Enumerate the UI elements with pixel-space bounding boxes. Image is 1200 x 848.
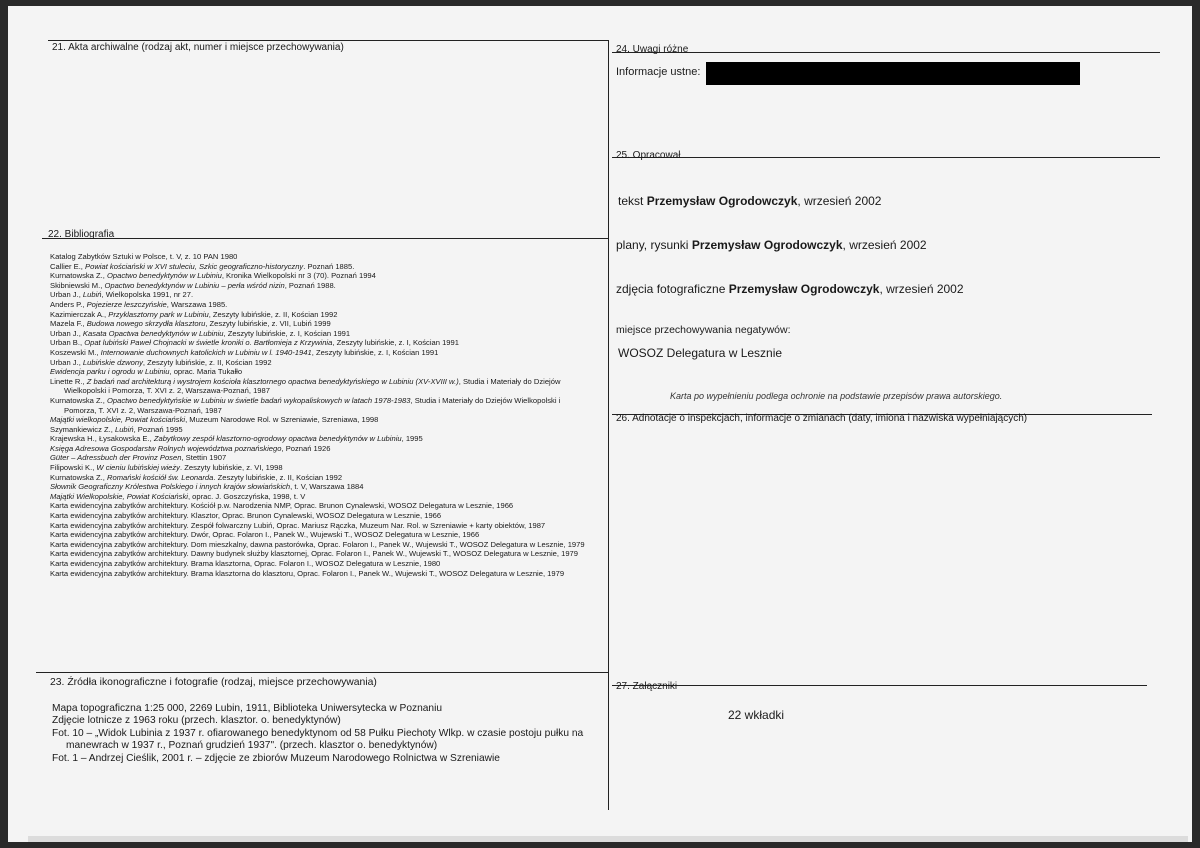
bibliography-list xyxy=(50,252,590,578)
copyright-note: Karta po wypełnieniu podlega ochronie na podstawie przepisów prawa autorskiego. xyxy=(670,391,1003,401)
section-25-header: 25. Opracował xyxy=(616,150,681,161)
bibliography-entry xyxy=(50,473,590,483)
bibliography-entry xyxy=(50,482,590,492)
bibliography-run: , t. V, Warszawa 1884 xyxy=(290,482,364,492)
bibliography-entry xyxy=(50,453,590,463)
bibliography-run: Karta ewidencyjna zabytków architektury. Brama klasztorna do klasztoru, Oprac. Folaron I., Panek W., Wujewski T., WOSOZ Delegatura w Lesznie, 1979 xyxy=(50,568,565,578)
bibliography-run: Z badań nad architekturą i wystrojem kościoła klasztornego opactwa benedyktyńskiego w Lubiniu (XV-XVIII w.) xyxy=(86,376,459,386)
bibliography-run: Linette R., xyxy=(50,376,87,386)
bibliography-run: Filipowski K., xyxy=(50,463,97,473)
bibliography-entry xyxy=(50,444,590,454)
bibliography-entry xyxy=(50,492,590,502)
bibliography-entry xyxy=(50,549,590,559)
bibliography-run: , Zeszyty lubińskie, z. II, Kościan 1992 xyxy=(208,309,338,319)
author-plans-line xyxy=(616,238,927,252)
bibliography-run: Kurnatowska Z., xyxy=(50,472,107,482)
source-entry: Fot. 1 – Andrzej Cieślik, 2001 r. – zdjęcie ze zbiorów Muzeum Narodowego Rolnictwa w Szreniawie xyxy=(52,752,500,764)
bibliography-run: , Studia i Materiały do Dziejów Wielkopolski i Pomorza, T. XVI z. 2, Warszawa-Poznań, 1987 xyxy=(64,395,561,415)
bibliography-entry xyxy=(50,415,590,425)
bibliography-run: Katalog Zabytków Sztuki w Polsce, t. V, z. 10 PAN 1980 xyxy=(50,252,238,261)
bibliography-run: . Poznań 1885. xyxy=(303,261,355,271)
bibliography-entry xyxy=(50,271,590,281)
author-photos-line xyxy=(616,282,964,296)
source-entry: Fot. 10 – „Widok Lubinia z 1937 r. ofiarowanego benedyktynom od 58 Pułku Piechoty Wlkp. w czasie postoju pułku na manewrach w 1937 r., Poznań grudzień 1937". (przech. klasztor o. benedyktynów) xyxy=(52,727,584,752)
bibliography-entry xyxy=(50,501,590,511)
bibliography-run: , Kronika Wielkopolski nr 3 (70). Poznań 1994 xyxy=(221,271,376,281)
bibliography-run: Ewidencja parku i ogrodu w Lubiniu xyxy=(50,367,170,377)
page-edge xyxy=(28,836,1188,842)
bibliography-entry xyxy=(50,521,590,531)
bibliography-run: Krajewska H., Łysakowska E., xyxy=(50,434,154,444)
section-21-header: 21. Akta archiwalne (rodzaj akt, numer i miejsce przechowywania) xyxy=(52,42,344,53)
sources-list xyxy=(52,703,597,765)
section-22-header: 22. Bibliografia xyxy=(48,229,115,240)
bibliography-run: Güter – Adressbuch der Provinz Posen xyxy=(50,453,182,463)
bibliography-run: , oprac. Maria Tukałło xyxy=(169,367,243,377)
author-text-line xyxy=(618,194,881,208)
bibliography-entry xyxy=(50,463,590,473)
bibliography-run: , Studia i Materiały do Dziejów Wielkopolski i Pomorza, T. XVI z. 2, Warszawa-Poznań, 1987 xyxy=(64,376,561,396)
bibliography-run: W cieniu lubińskiej wieży xyxy=(96,463,180,473)
author-plans-suffix: , wrzesień 2002 xyxy=(842,238,927,252)
bibliography-run: Urban J., xyxy=(50,290,83,300)
attachments-count: 22 wkładki xyxy=(728,708,785,722)
author-text-prefix: tekst xyxy=(618,194,647,208)
bibliography-run: , Zeszyty lubińskie, z. I, Kościan 1991 xyxy=(223,328,351,338)
bibliography-entry xyxy=(50,281,590,291)
bibliography-run: Urban B., xyxy=(50,338,85,348)
bibliography-run: Lubiń xyxy=(114,424,134,434)
bibliography-run: Kazimierczak A., xyxy=(50,309,109,319)
rule-27-top xyxy=(612,685,1147,686)
bibliography-run: , Stettin 1907 xyxy=(181,453,227,463)
rule-21-top xyxy=(48,40,608,41)
rule-25-top xyxy=(612,157,1160,158)
bibliography-run: Skibniewski M., xyxy=(50,280,105,290)
source-entry: Zdjęcie lotnicze z 1963 roku (przech. klasztor. o. benedyktynów) xyxy=(52,715,341,727)
author-plans-prefix: plany, rysunki xyxy=(616,238,692,252)
bibliography-entry xyxy=(50,338,590,348)
bibliography-run: Kurnatowska Z., xyxy=(50,271,107,281)
bibliography-run: Karta ewidencyjna zabytków architektury. Kościół p.w. Narodzenia NMP, Oprac. Brunon Cynalewski, WOSOZ Delegatura w Lesznie, 1966 xyxy=(50,501,514,511)
bibliography-run: Opat lubiński Paweł Chojnacki w świetle kroniki o. Bartłomieja z Krzywinia xyxy=(84,338,333,348)
bibliography-run: Karta ewidencyjna zabytków architektury. Dom mieszkalny, dawna pastorówka, Oprac. Folaron I., Panek W., Wujewski T., WOSOZ Delegatura w Lesznie, 1979 xyxy=(50,539,585,549)
bibliography-entry xyxy=(50,434,590,444)
bibliography-run: , Poznań 1995 xyxy=(133,424,183,434)
bibliography-run: Kurnatowska Z., xyxy=(50,395,107,405)
bibliography-entry xyxy=(50,367,590,377)
source-entry: Mapa topograficzna 1:25 000, 2269 Lubin, 1911, Biblioteka Uniwersytecka w Poznaniu xyxy=(52,703,443,714)
bibliography-run: Karta ewidencyjna zabytków architektury. Brama klasztorna, Oprac. Folaron I., WOSOZ Delegatura w Lesznie, 1980 xyxy=(50,559,441,568)
bibliography-entry xyxy=(50,252,590,262)
rule-23-top xyxy=(36,672,608,673)
redaction-bar xyxy=(706,62,1080,85)
center-divider xyxy=(608,40,609,810)
bibliography-run: , Muzeum Narodowe Rol. w Szreniawie, Szreniawa, 1998 xyxy=(185,415,379,425)
section-26-header: 26. Adnotacje o inspekcjach, informacje o zmianach (daty, imiona i nazwiska wypełniających) xyxy=(616,413,1028,424)
author-plans-name: Przemysław Ogrodowczyk xyxy=(691,238,843,252)
bibliography-run: Urban J., xyxy=(50,357,83,367)
bibliography-run: Powiat kościański w XVI stuleciu, Szkic geograficzno-historyczny xyxy=(85,261,304,271)
bibliography-run: , Zeszyty lubińskie, z. VII, Lubiń 1999 xyxy=(205,319,331,329)
bibliography-run: Internowanie duchownych katolickich w Lubiniu w l. 1940-1941 xyxy=(100,347,312,357)
rule-24-top xyxy=(612,52,1160,53)
section-27-header: 27. Załączniki xyxy=(616,681,678,692)
bibliography-run: Przyklasztorny park w Lubiniu xyxy=(108,309,209,319)
bibliography-run: Majątki Wielkopolskie, Powiat Kościański xyxy=(50,491,188,501)
bibliography-run: , oprac. J. Goszczyńska, 1998, t. V xyxy=(187,491,306,501)
bibliography-run: , Wielkopolska 1991, nr 27. xyxy=(101,290,194,300)
bibliography-run: . Zeszyty lubińskie, z. VI, 1998 xyxy=(179,463,283,473)
bibliography-run: Pojezierze leszczyńskie xyxy=(86,299,167,309)
bibliography-run: Budowa nowego skrzydła klasztoru xyxy=(86,319,206,329)
bibliography-run: , Warszawa 1985. xyxy=(166,299,228,309)
bibliography-run: Majątki wielkopolskie, Powiat kościański xyxy=(50,415,186,425)
bibliography-run: , Zeszyty lubińskie, z. I, Kościan 1991 xyxy=(332,338,459,348)
bibliography-run: Opactwo benedyktynów w Lubiniu xyxy=(106,271,222,281)
bibliography-run: Koszewski M., xyxy=(50,347,101,357)
bibliography-run: , Zeszyty lubińskie, z. II, Kościan 1992 xyxy=(142,357,272,367)
bibliography-run: , Zeszyty lubińskie, z. I, Kościan 1991 xyxy=(311,347,439,357)
bibliography-entry xyxy=(50,425,590,435)
bibliography-entry xyxy=(50,329,590,339)
bibliography-run: Zabytkowy zespół klasztorno-ogrodowy opactwa benedyktynów w Lubiniu xyxy=(153,434,402,444)
bibliography-run: Słownik Geograficzny Królestwa Polskiego i innych krajów słowiańskich xyxy=(50,482,291,492)
bibliography-run: Karta ewidencyjna zabytków architektury. Dwór, Oprac. Folaron I., Panek W., Wujewski T., WOSOZ Delegatura w Lesznie, 1966 xyxy=(50,530,480,540)
negatives-label: miejsce przechowywania negatywów: xyxy=(616,324,791,336)
author-photos-prefix: zdjęcia fotograficzne xyxy=(616,282,729,296)
bibliography-entry xyxy=(50,377,590,396)
bibliography-run: Mazela F., xyxy=(50,319,87,329)
bibliography-run: Karta ewidencyjna zabytków architektury. Zespół folwarczny Lubiń, Oprac. Mariusz Rączka, Muzeum Nar. Rol. w Szreniawie + karty obiektów, 1987 xyxy=(50,520,546,530)
bibliography-run: , Poznań 1988. xyxy=(284,280,336,290)
section-23-header: 23. Źródła ikonograficzne i fotografie (rodzaj, miejsce przechowywania) xyxy=(50,677,377,688)
bibliography-run: Karta ewidencyjna zabytków architektury. Dawny budynek służby klasztornej, Oprac. Folaron I., Panek W., Wujewski T., WOSOZ Delegatura w Lesznie, 1979 xyxy=(50,549,578,559)
bibliography-run: Romański kościół św. Leonarda xyxy=(106,472,214,482)
bibliography-entry xyxy=(50,262,590,272)
bibliography-entry xyxy=(50,358,590,368)
bibliography-run: Kasata Opactwa benedyktynów w Lubiniu xyxy=(82,328,224,338)
bibliography-run: Karta ewidencyjna zabytków architektury. Klasztor, Oprac. Brunon Cynalewski, WOSOZ Delegatura w Lesznie, 1966 xyxy=(50,511,442,521)
bibliography-entry xyxy=(50,290,590,300)
section-24-header: 24. Uwagi różne xyxy=(616,44,689,55)
bibliography-run: Callier E., xyxy=(50,261,86,271)
bibliography-run: Urban J., xyxy=(50,328,83,338)
bibliography-entry xyxy=(50,530,590,540)
negatives-location: WOSOZ Delegatura w Lesznie xyxy=(618,346,783,360)
bibliography-entry xyxy=(50,569,590,579)
author-text-suffix: , wrzesień 2002 xyxy=(797,194,882,208)
bibliography-entry xyxy=(50,348,590,358)
bibliography-run: Opactwo benedyktyńskie w Lubiniu w świetle badań wykopaliskowych w latach 1978-1983 xyxy=(106,395,411,405)
bibliography-run: , Poznań 1926 xyxy=(281,443,331,453)
bibliography-run: , 1995 xyxy=(401,434,423,444)
bibliography-entry xyxy=(50,559,590,569)
bibliography-run: Opactwo benedyktynów w Lubiniu – perła wśród nizin xyxy=(104,280,285,290)
bibliography-run: . Zeszyty lubińskie, z. II, Kościan 1992 xyxy=(213,472,343,482)
rule-22-top xyxy=(42,238,608,239)
bibliography-run: Szymankiewicz Z., xyxy=(50,424,115,434)
bibliography-entry xyxy=(50,511,590,521)
bibliography-run: Lubiń xyxy=(82,290,102,300)
author-photos-name: Przemysław Ogrodowczyk xyxy=(728,282,880,296)
bibliography-run: Anders P., xyxy=(50,299,87,309)
bibliography-run: Lubińskie dzwony xyxy=(82,357,143,367)
bibliography-entry xyxy=(50,300,590,310)
author-photos-suffix: , wrzesień 2002 xyxy=(879,282,964,296)
bibliography-entry xyxy=(50,310,590,320)
bibliography-run: Księga Adresowa Gospodarstw Rolnych województwa poznańskiego xyxy=(50,443,282,453)
oral-info-label: Informacje ustne: xyxy=(616,66,701,78)
bibliography-entry xyxy=(50,396,590,415)
bibliography-entry xyxy=(50,540,590,550)
bibliography-entry xyxy=(50,319,590,329)
author-text-name: Przemysław Ogrodowczyk xyxy=(646,194,798,208)
